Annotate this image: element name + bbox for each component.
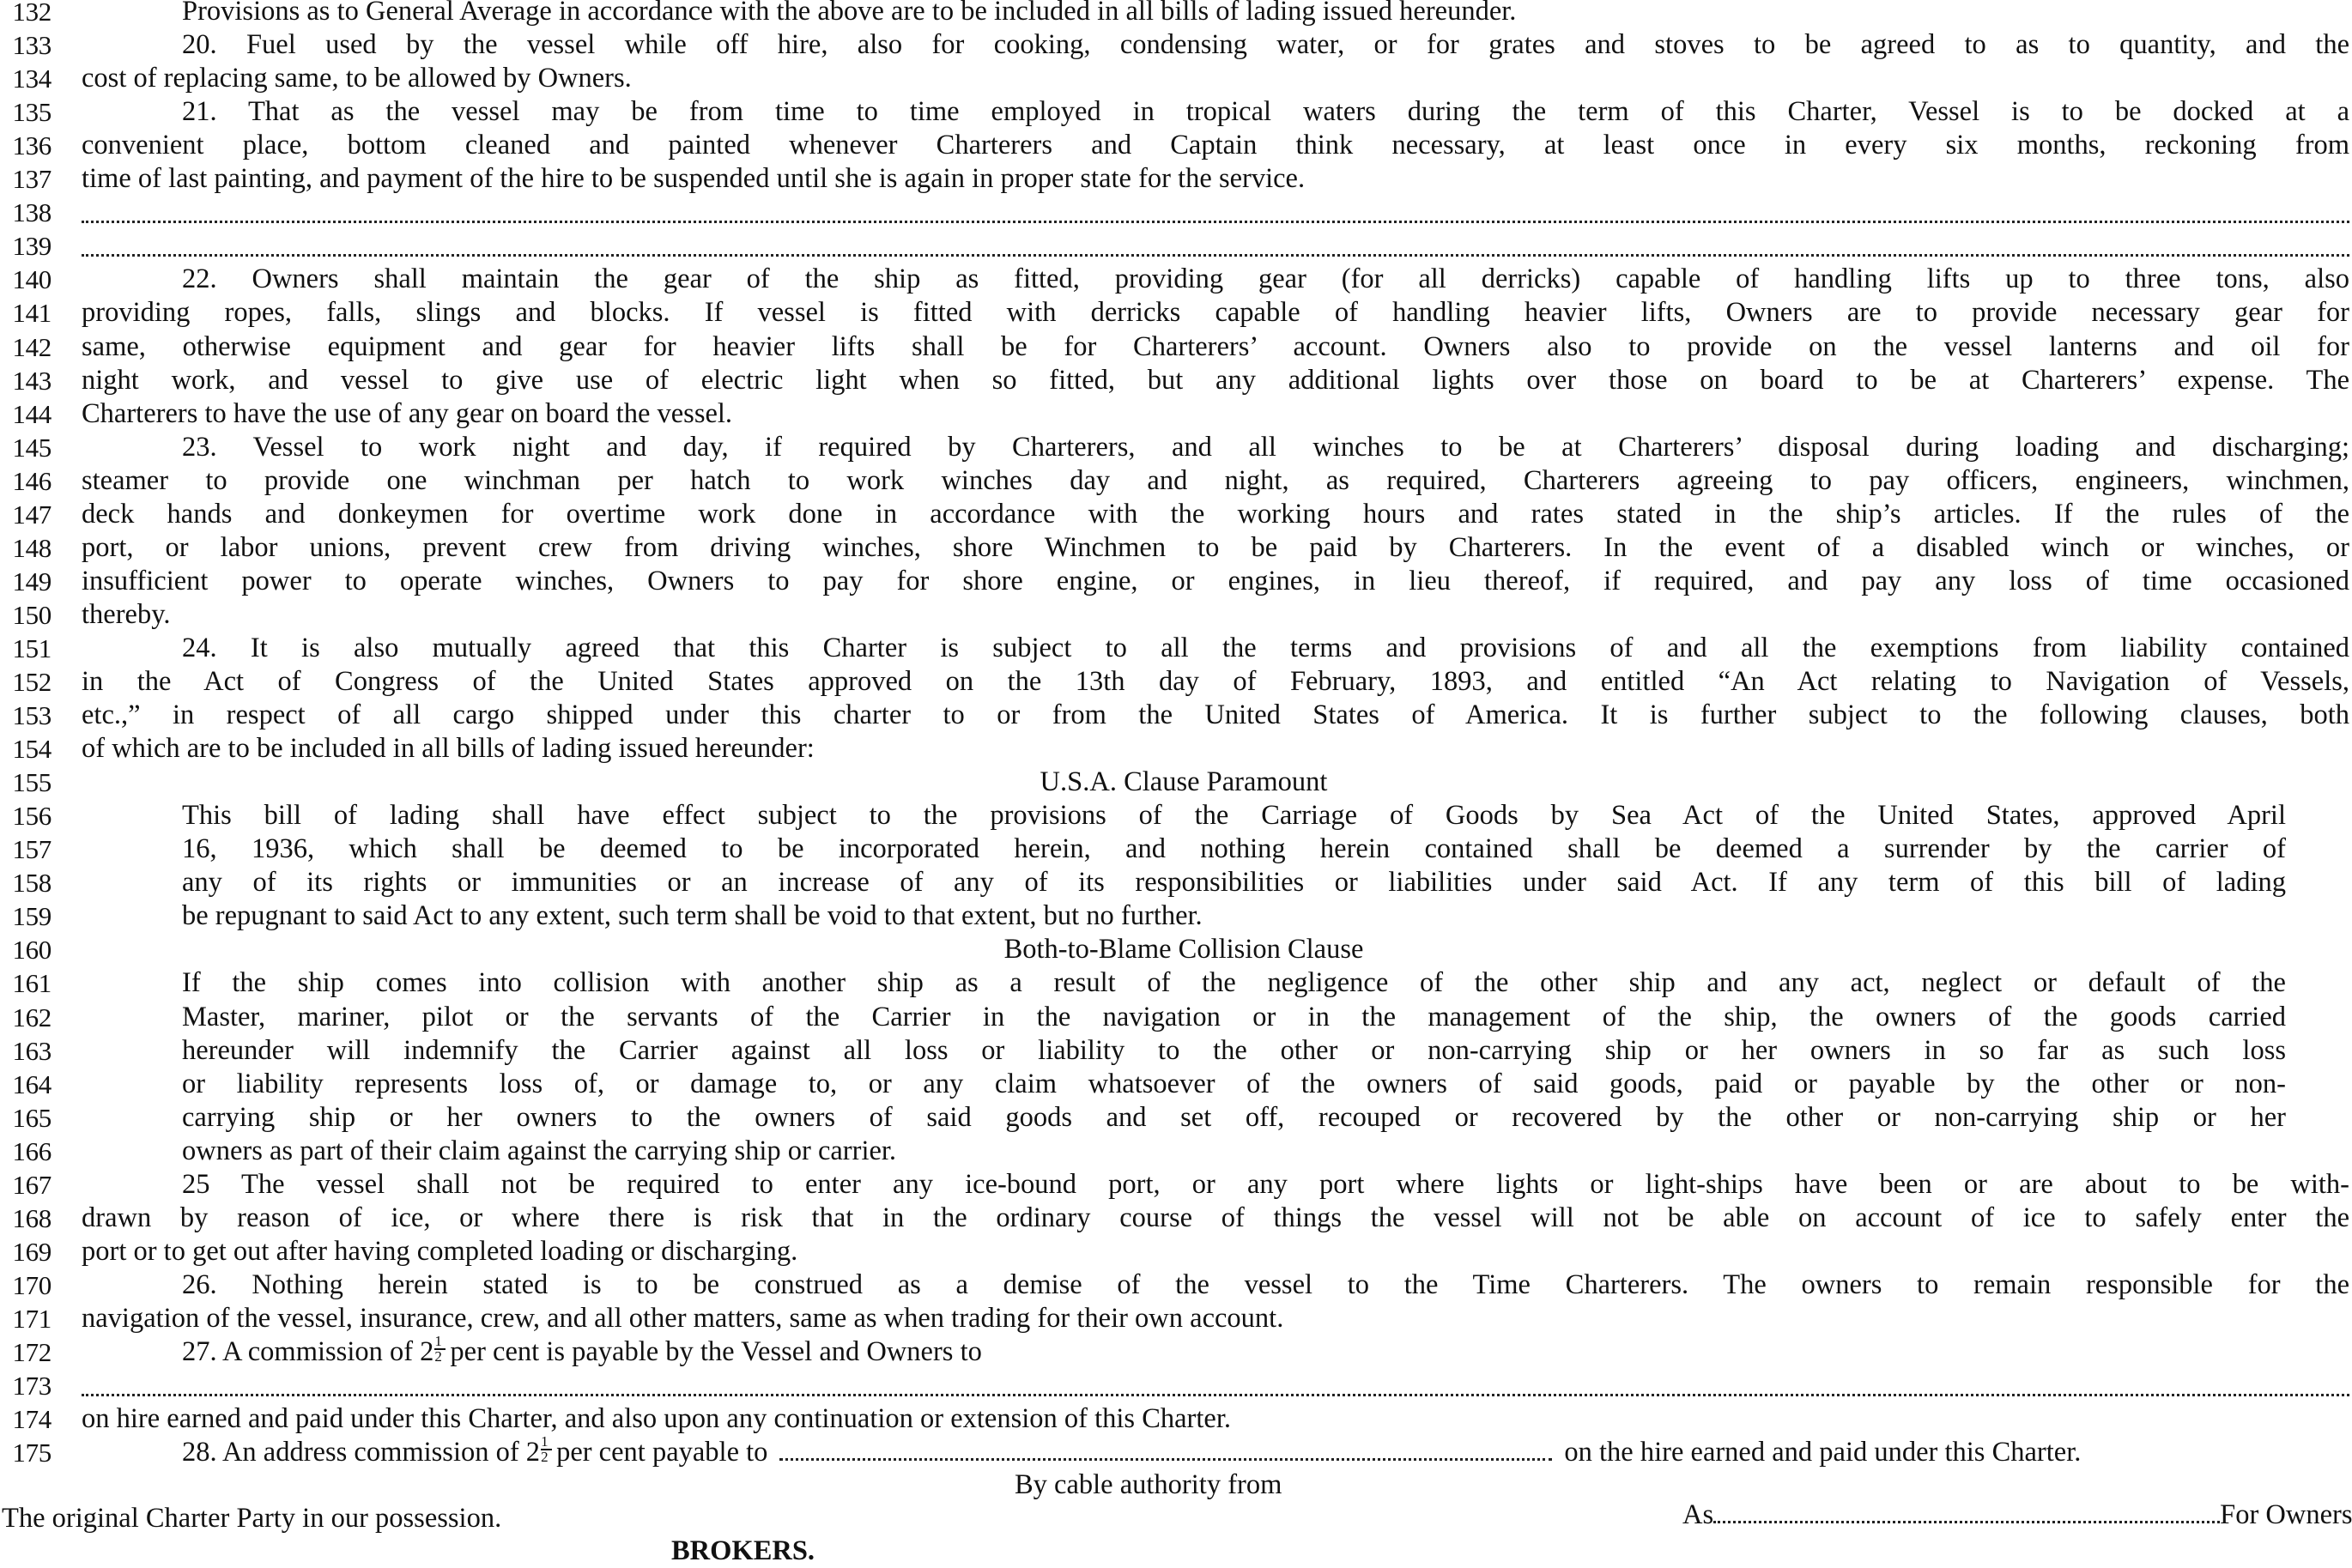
line-number: 163	[12, 1035, 52, 1066]
line-number: 136	[12, 130, 52, 161]
document-line	[0, 766, 2352, 799]
owners-signature-line	[1682, 1498, 2352, 1532]
line-number: 172	[12, 1337, 52, 1367]
document-line	[0, 464, 2352, 498]
line-text: 21. That as the vessel may be from time to time employed in tropical waters during the term of this Charter, Vessel is to be docked at a	[182, 96, 2349, 128]
document-line	[0, 330, 2352, 364]
line-number: 144	[12, 398, 52, 429]
line-text: insufficient power to operate winches, Owners to pay for shore engine, or engines, in lieu thereof, if required, and pay any loss of time occasioned	[82, 565, 2349, 596]
line-number: 167	[12, 1169, 52, 1200]
document-line	[0, 162, 2352, 196]
document-line	[0, 263, 2352, 296]
line-number: 156	[12, 801, 52, 832]
line-number: 170	[12, 1269, 52, 1300]
line-text: Charterers to have the use of any gear on board the vessel.	[82, 397, 733, 429]
line-number: 147	[12, 499, 52, 530]
signature-dots	[1713, 1502, 2220, 1523]
line-text: navigation of the vessel, insurance, crew, and all other matters, same as when trading for their own account.	[82, 1302, 1284, 1334]
line-number: 169	[12, 1236, 52, 1267]
line-number: 132	[12, 0, 52, 27]
line-number: 139	[12, 231, 52, 262]
clause-28-prefix: 28. An address commission of 2	[182, 1437, 541, 1468]
line-text: Both-to-Blame Collision Clause	[1003, 934, 1364, 966]
line-number: 175	[12, 1438, 52, 1468]
line-number: 168	[12, 1202, 52, 1233]
clause-27-prefix: 27. A commission of 2	[182, 1336, 434, 1367]
line-number: 161	[12, 968, 52, 999]
line-number: 149	[12, 566, 52, 596]
line-number: 151	[12, 633, 52, 663]
line-number: 150	[12, 599, 52, 630]
line-text: carrying ship or her owners to the owners of said goods and set off, recouped or recovered by the other or non-carrying ship or her	[182, 1101, 2286, 1133]
line-number: 171	[12, 1303, 52, 1334]
line-text: 22. Owners shall maintain the gear of the ship as fitted, providing gear (for all derricks) capable of handling lifts up to three tons, also	[182, 263, 2349, 295]
document-line	[0, 799, 2352, 832]
line-number: 152	[12, 667, 52, 697]
document-line	[0, 129, 2352, 162]
line-text: steamer to provide one winchman per hatch to work winches day and night, as required, Charterers agreeing to pay officers, engineers, winchmen,	[82, 464, 2349, 496]
line-text: 20. Fuel used by the vessel while off hire, also for cooking, condensing water, or for grates and stoves to be agreed to as to quantity, and the	[182, 29, 2349, 61]
document-line	[0, 364, 2352, 397]
line-number: 173	[12, 1371, 52, 1402]
fraction-numerator: 1	[541, 1436, 549, 1450]
line-number: 174	[12, 1404, 52, 1435]
as-label: As	[1682, 1499, 1714, 1530]
document-line	[0, 732, 2352, 766]
line-text: Provisions as to General Average in accordance with the above are to be included in all bills of lading issued hereunder.	[182, 0, 1517, 27]
line-text: drawn by reason of ice, or where there is risk that in the ordinary course of things the vessel will not be able on account of ice to safely enter the	[82, 1202, 2349, 1233]
for-owners-label: For Owners	[2220, 1499, 2352, 1530]
document-line	[0, 866, 2352, 899]
line-number: 158	[12, 868, 52, 899]
line-number: 135	[12, 97, 52, 128]
line-text: This bill of lading shall have effect subject to the provisions of the Carriage of Goods by Sea Act of the United States, approved April	[182, 800, 2286, 832]
document-line	[0, 1335, 2352, 1369]
line-number: 166	[12, 1135, 52, 1166]
line-text: owners as part of their claim against the carrying ship or carrier.	[182, 1135, 897, 1166]
line-number: 148	[12, 532, 52, 563]
document-line	[0, 498, 2352, 531]
document-line	[0, 699, 2352, 732]
clause-28-suffix: per cent payable to	[556, 1437, 768, 1468]
document-line	[0, 1101, 2352, 1135]
line-text: cost of replacing same, to be allowed by Owners.	[82, 63, 632, 94]
document-line	[0, 1436, 2352, 1469]
original-charter-note: The original Charter Party in our possession.	[2, 1503, 502, 1534]
line-text: port or to get out after having completed loading or discharging.	[82, 1235, 798, 1267]
document-line	[0, 1302, 2352, 1335]
line-number: 164	[12, 1069, 52, 1099]
document-line	[0, 1068, 2352, 1101]
document-line	[0, 397, 2352, 431]
line-text: U.S.A. Clause Paramount	[1040, 766, 1328, 798]
line-number: 162	[12, 1002, 52, 1032]
document-line	[0, 431, 2352, 464]
line-text: in the Act of Congress of the United States approved on the 13th day of February, 1893, and entitled “An Act relating to Navigation of Vessels,	[82, 666, 2349, 697]
line-text: time of last painting, and payment of the hire to be suspended until she is again in proper state for the service.	[82, 163, 1306, 195]
clause-28-commission-text	[182, 1436, 2349, 1469]
line-number: 138	[12, 197, 52, 228]
line-text: etc.,” in respect of all cargo shipped under this charter to or from the United States of America. It is further subject to the following clauses, both	[82, 699, 2349, 731]
fraction-denominator: 2	[434, 1348, 442, 1365]
cable-authority-text: By cable authority from	[1015, 1469, 1282, 1500]
line-number: 141	[12, 298, 52, 329]
line-text: Master, mariner, pilot or the servants of the Carrier in the navigation or in the management of the ship, the owners of the goods carried	[182, 1001, 2286, 1032]
document-line	[0, 0, 2352, 28]
line-number: 157	[12, 834, 52, 865]
line-text: 23. Vessel to work night and day, if required by Charterers, and all winches to be at Charterers’ disposal during loading and discharging;	[182, 431, 2349, 463]
document-line	[0, 899, 2352, 933]
line-text: be repugnant to said Act to any extent, such term shall be void to that extent, but no further.	[182, 900, 1203, 932]
document-line	[0, 95, 2352, 129]
fraction-numerator: 1	[434, 1335, 442, 1349]
document-line	[0, 196, 2352, 229]
clause-27-suffix: per cent is payable by the Vessel and Owners to	[450, 1336, 982, 1367]
document-line	[0, 1202, 2352, 1235]
document-line	[0, 229, 2352, 263]
line-text: or liability represents loss of, or damage to, or any claim whatsoever of the owners of said goods, paid or payable by the other or non-	[182, 1068, 2286, 1099]
document-line	[0, 966, 2352, 1000]
clause-27-commission-text	[182, 1335, 2349, 1369]
document-line	[0, 62, 2352, 95]
line-text: port, or labor unions, prevent crew from driving winches, shore Winchmen to be paid by Charterers. In the event of a disabled winch or winches, or	[82, 531, 2349, 563]
line-text: night work, and vessel to give use of electric light when so fitted, but any additional lights over those on board to be at Charterers’ expense. The	[82, 364, 2349, 396]
document-line	[0, 665, 2352, 699]
document-line	[0, 933, 2352, 966]
line-text: on hire earned and paid under this Charter, and also upon any continuation or extension of this Charter.	[82, 1403, 1231, 1435]
clause-28-tail: on the hire earned and paid under this Charter.	[1564, 1437, 2082, 1468]
document-line	[0, 598, 2352, 632]
line-text: convenient place, bottom cleaned and painted whenever Charterers and Captain think necessary, at least once in every six months, reckoning from	[82, 130, 2349, 161]
line-number: 142	[12, 331, 52, 362]
line-number: 153	[12, 700, 52, 731]
fraction-one-half	[434, 1335, 446, 1365]
line-text: deck hands and donkeymen for overtime work done in accordance with the working hours and rates stated in the ship’s articles. If the rules of the	[82, 498, 2349, 530]
line-number: 146	[12, 465, 52, 496]
line-number: 140	[12, 264, 52, 295]
document-line	[0, 296, 2352, 330]
line-text: 24. It is also mutually agreed that this Charter is subject to all the terms and provisions of and all the exemptions from liability contained	[182, 632, 2349, 663]
line-text: 16, 1936, which shall be deemed to be incorporated herein, and nothing herein contained shall be deemed a surrender by the carrier of	[182, 833, 2286, 865]
line-number: 160	[12, 935, 52, 966]
fraction-one-half	[541, 1436, 553, 1466]
fraction-denominator: 2	[541, 1449, 549, 1466]
line-number: 145	[12, 432, 52, 463]
document-line	[0, 1268, 2352, 1302]
document-line	[0, 531, 2352, 565]
line-number: 143	[12, 365, 52, 396]
line-number: 134	[12, 64, 52, 94]
document-line	[0, 1235, 2352, 1268]
line-number: 159	[12, 901, 52, 932]
line-number: 137	[12, 164, 52, 195]
line-number: 154	[12, 734, 52, 765]
document-line	[0, 565, 2352, 598]
line-text: 25 The vessel shall not be required to enter any ice-bound port, or any port where lights or light-ships have been or are about to be with-	[182, 1168, 2349, 1200]
line-text: 26. Nothing herein stated is to be construed as a demise of the vessel to the Time Charterers. The owners to remain responsible for the	[182, 1268, 2349, 1300]
payee-dotted-blank	[779, 1439, 1552, 1461]
line-text: of which are to be included in all bills of lading issued hereunder:	[82, 733, 815, 765]
line-text: any of its rights or immunities or an increase of any of its responsibilities or liabilities under said Act. If any term of this bill of lading	[182, 867, 2286, 899]
line-number: 165	[12, 1102, 52, 1133]
line-number: 133	[12, 30, 52, 61]
line-number: 155	[12, 767, 52, 798]
line-text: hereunder will indemnify the Carrier against all loss or liability to the other or non-carrying ship or her owners in so far as such loss	[182, 1034, 2286, 1066]
line-text: If the ship comes into collision with another ship as a result of the negligence of the other ship and any act, neglect or default of the	[182, 967, 2286, 999]
document-line	[0, 1001, 2352, 1034]
document-line	[0, 632, 2352, 665]
line-text: providing ropes, falls, slings and blocks. If vessel is fitted with derricks capable of handling heavier lifts, Owners are to provide necessary gear for	[82, 297, 2349, 329]
blank-dotted-line	[82, 249, 2349, 257]
document-line	[0, 1034, 2352, 1068]
document-line	[0, 832, 2352, 866]
document-line	[0, 1168, 2352, 1202]
document-line	[0, 1369, 2352, 1402]
line-text: thereby.	[82, 598, 171, 630]
line-text: same, otherwise equipment and gear for heavier lifts shall be for Charterers’ account. Owners also to provide on the vessel lanterns and oil for	[82, 330, 2349, 362]
document-line	[0, 28, 2352, 62]
brokers-label: BROKERS.	[671, 1535, 815, 1566]
blank-dotted-line	[82, 1389, 2349, 1396]
blank-dotted-line	[82, 215, 2349, 223]
document-line	[0, 1402, 2352, 1436]
document-line	[0, 1135, 2352, 1168]
